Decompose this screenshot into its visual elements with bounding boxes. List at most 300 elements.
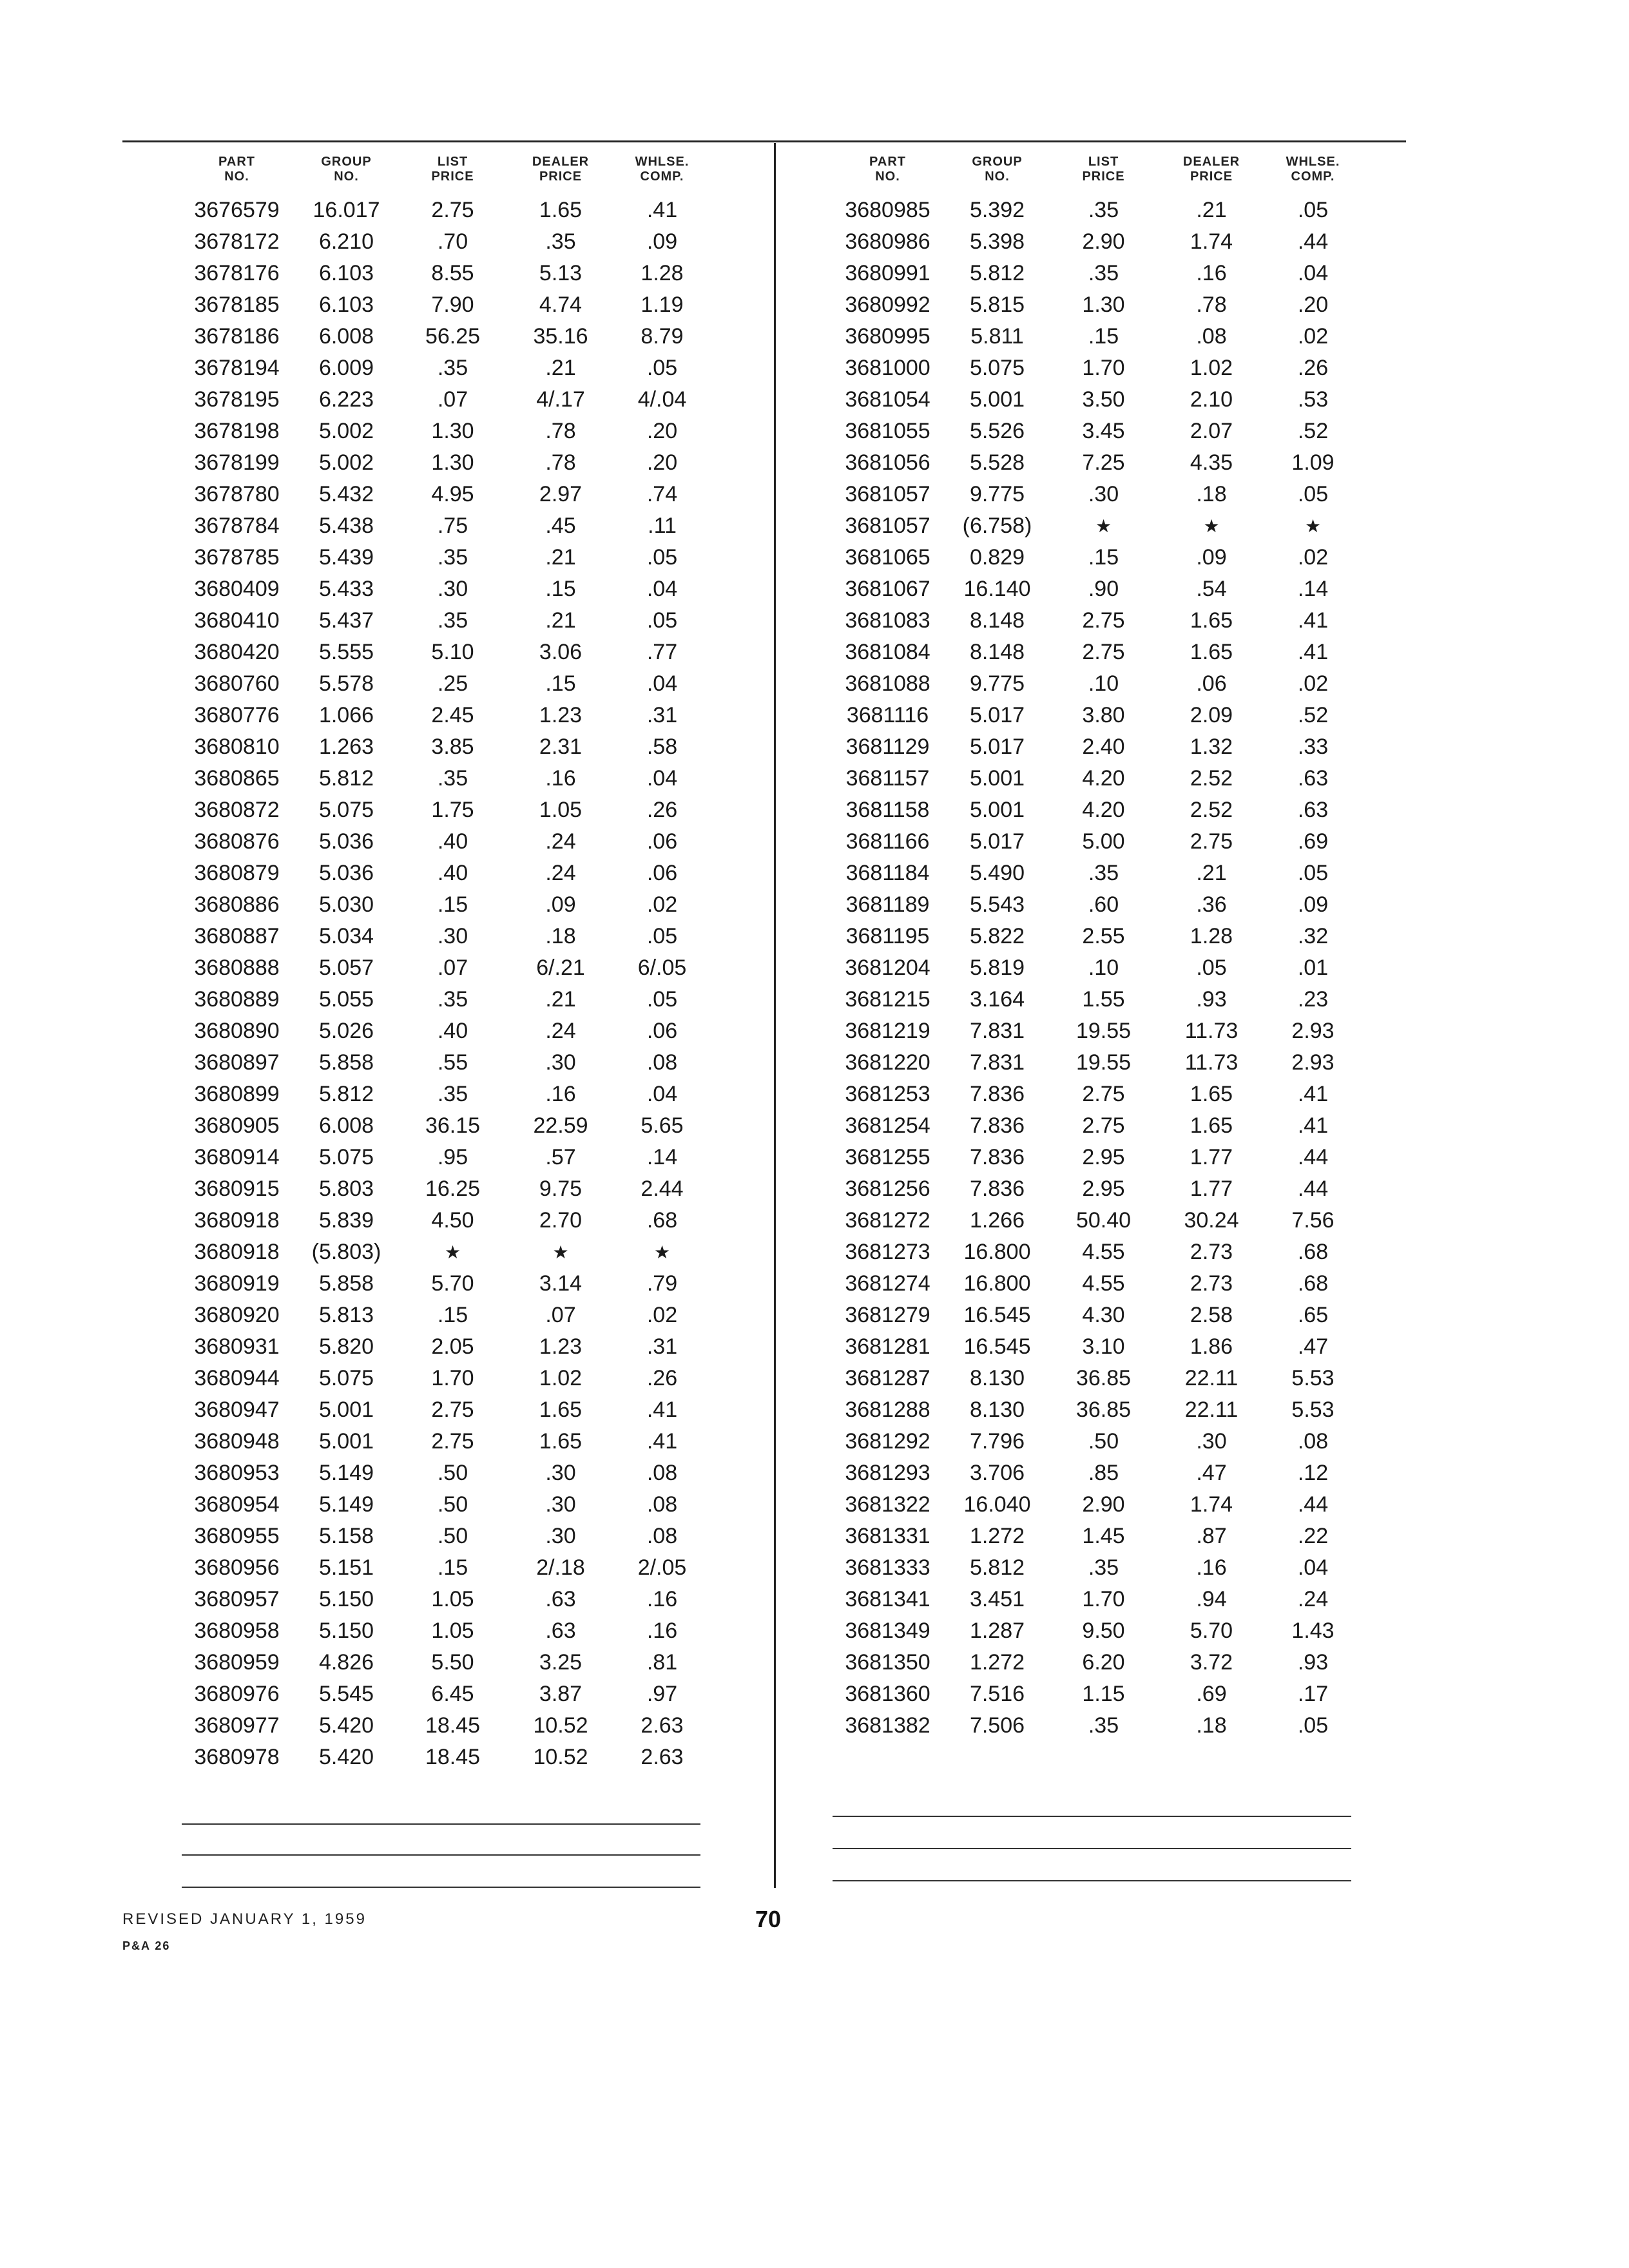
part-no-cell: 3681293: [845, 1461, 930, 1485]
part-no-cell: 3678780: [194, 482, 280, 506]
list-price-cell: 6.20: [1082, 1650, 1125, 1675]
table-row: [831, 1615, 1360, 1647]
group-no-cell: 7.516: [969, 1682, 1025, 1706]
group-no-cell: (5.803): [311, 1240, 381, 1264]
table-row: [180, 195, 709, 226]
table-row: [180, 605, 709, 637]
whlse-comp-cell: .41: [1297, 1082, 1329, 1106]
whlse-comp-cell: .63: [1297, 798, 1329, 822]
group-no-cell: 5.001: [318, 1398, 374, 1422]
dealer-price-cell: 5.13: [539, 261, 583, 285]
dealer-price-cell: .06: [1196, 671, 1227, 696]
dealer-price-cell: 2.73: [1190, 1240, 1233, 1264]
dealer-price-cell: 1.05: [539, 798, 583, 822]
part-no-cell: 3680920: [194, 1303, 280, 1327]
dealer-price-cell: 1.65: [539, 1429, 583, 1454]
dealer-price-cell: .16: [545, 766, 576, 791]
list-price-cell: ★: [444, 1242, 461, 1262]
list-price-cell: 1.70: [1082, 356, 1125, 380]
whlse-comp-cell: .05: [646, 545, 678, 570]
group-no-cell: 5.036: [318, 861, 374, 885]
group-no-cell: 5.822: [969, 924, 1025, 948]
group-no-cell: 7.836: [969, 1082, 1025, 1106]
part-no-cell: 3678172: [194, 229, 280, 254]
whlse-comp-cell: 8.79: [641, 324, 684, 349]
list-price-cell: 2.75: [431, 198, 474, 222]
part-no-cell: 3680410: [194, 608, 280, 633]
list-price-cell: 2.45: [431, 703, 474, 727]
table-row: [831, 1521, 1360, 1552]
table-row: [180, 1426, 709, 1457]
group-no-cell: 5.001: [318, 1429, 374, 1454]
table-row: [180, 384, 709, 416]
whlse-comp-cell: 2.93: [1291, 1019, 1335, 1043]
table-row: [180, 510, 709, 542]
whlse-comp-cell: .06: [646, 829, 678, 854]
dealer-price-cell: .87: [1196, 1524, 1227, 1548]
group-no-cell: 6.210: [318, 229, 374, 254]
table-row: [831, 1300, 1360, 1331]
part-no-cell: 3678198: [194, 419, 280, 443]
revision-date: REVISED JANUARY 1, 1959: [122, 1910, 367, 1928]
dealer-price-cell: 22.59: [533, 1113, 588, 1138]
whlse-comp-cell: .68: [646, 1208, 678, 1233]
whlse-comp-cell: .05: [646, 987, 678, 1012]
part-no-cell: 3680944: [194, 1366, 280, 1390]
part-no-cell: 3681333: [845, 1555, 930, 1580]
dealer-price-cell: 11.73: [1184, 1019, 1239, 1043]
group-no-cell: 3.451: [969, 1587, 1025, 1611]
part-no-cell: 3681288: [845, 1398, 930, 1422]
part-no-cell: 3681057: [845, 514, 930, 538]
table-row: [180, 1268, 709, 1300]
group-no-cell: 5.036: [318, 829, 374, 854]
part-no-cell: 3681272: [845, 1208, 930, 1233]
part-no-cell: 3681273: [845, 1240, 930, 1264]
table-row: [180, 1457, 709, 1489]
list-price-cell: 2.40: [1082, 735, 1125, 759]
list-price-cell: 1.70: [1082, 1587, 1125, 1611]
part-no-cell: 3680957: [194, 1587, 280, 1611]
part-no-cell: 3680918: [194, 1208, 280, 1233]
table-row: [180, 668, 709, 700]
list-price-cell: .35: [437, 608, 468, 633]
table-row: [180, 1742, 709, 1773]
part-no-cell: 3681349: [845, 1619, 930, 1643]
whlse-comp-cell: .08: [646, 1461, 678, 1485]
table-row: [180, 416, 709, 447]
group-no-cell: 5.420: [318, 1713, 374, 1738]
list-price-cell: 1.70: [431, 1366, 474, 1390]
part-no-cell: 3680887: [194, 924, 280, 948]
group-no-cell: 5.001: [969, 387, 1025, 412]
part-no-cell: 3680995: [845, 324, 930, 349]
dealer-price-cell: 2/.18: [536, 1555, 585, 1580]
dealer-price-cell: 2.75: [1190, 829, 1233, 854]
whlse-comp-cell: .41: [646, 1398, 678, 1422]
dealer-price-cell: .07: [545, 1303, 576, 1327]
table-row: [831, 1047, 1360, 1079]
list-price-cell: 3.10: [1082, 1334, 1125, 1359]
table-row: [180, 637, 709, 668]
group-no-cell: 5.001: [969, 798, 1025, 822]
dealer-price-cell: 4.35: [1190, 450, 1233, 475]
part-no-cell: 3681274: [845, 1271, 930, 1296]
part-no-cell: 3681322: [845, 1492, 930, 1517]
part-no-cell: 3681067: [845, 577, 930, 601]
table-row: [831, 700, 1360, 731]
list-price-cell: 36.15: [425, 1113, 481, 1138]
dealer-price-cell: 22.11: [1184, 1398, 1239, 1422]
whlse-comp-cell: 2.44: [641, 1177, 684, 1201]
part-no-cell: 3681116: [846, 703, 929, 727]
list-price-cell: 1.75: [431, 798, 474, 822]
group-no-cell: 5.398: [969, 229, 1025, 254]
dealer-price-cell: .18: [1196, 1713, 1227, 1738]
list-price-cell: .35: [1088, 1713, 1119, 1738]
table-row: [831, 1394, 1360, 1426]
group-no-cell: 8.130: [969, 1366, 1025, 1390]
list-price-cell: .15: [437, 1555, 468, 1580]
group-no-cell: 5.149: [318, 1461, 374, 1485]
table-row: [831, 1426, 1360, 1457]
group-no-cell: 6.223: [318, 387, 374, 412]
dealer-price-cell: .24: [545, 829, 576, 854]
table-row: [180, 226, 709, 258]
group-no-cell: 16.545: [963, 1303, 1031, 1327]
list-price-cell: 2.75: [431, 1429, 474, 1454]
table-row: [180, 1710, 709, 1742]
table-row: [831, 1110, 1360, 1142]
dealer-price-cell: .24: [545, 1019, 576, 1043]
whlse-comp-cell: .47: [1297, 1334, 1329, 1359]
dealer-price-cell: .21: [545, 987, 576, 1012]
whlse-comp-cell: .68: [1297, 1240, 1329, 1264]
table-row: [180, 1394, 709, 1426]
dealer-price-cell: 2.70: [539, 1208, 583, 1233]
table-row: [180, 1552, 709, 1584]
part-no-cell: 3680810: [194, 735, 280, 759]
whlse-comp-cell: .14: [646, 1145, 678, 1169]
whlse-comp-cell: .06: [646, 861, 678, 885]
dealer-price-cell: 2.73: [1190, 1271, 1233, 1296]
table-row: [831, 921, 1360, 952]
list-price-cell: .90: [1088, 577, 1119, 601]
dealer-price-cell: 1.77: [1190, 1177, 1233, 1201]
table-row: [831, 1268, 1360, 1300]
group-no-cell: 8.130: [969, 1398, 1025, 1422]
table-row: [180, 952, 709, 984]
dealer-price-cell: .78: [545, 419, 576, 443]
whlse-comp-cell: .93: [1297, 1650, 1329, 1675]
whlse-comp-cell: 5.53: [1291, 1366, 1335, 1390]
list-price-cell: 50.40: [1075, 1208, 1132, 1233]
part-no-cell: 3680872: [194, 798, 280, 822]
part-no-cell: 3680879: [194, 861, 280, 885]
whlse-comp-cell: .09: [1297, 892, 1329, 917]
list-price-cell: 5.70: [431, 1271, 474, 1296]
whlse-comp-cell: .02: [646, 1303, 678, 1327]
list-price-cell: 5.10: [431, 640, 474, 664]
column-divider: [774, 143, 776, 1888]
group-no-cell: 5.578: [318, 671, 374, 696]
group-no-cell: 5.528: [969, 450, 1025, 475]
part-no-cell: 3680890: [194, 1019, 280, 1043]
dealer-price-cell: .15: [545, 671, 576, 696]
part-no-cell: 3681158: [845, 798, 930, 822]
dealer-price-cell: .09: [545, 892, 576, 917]
whlse-comp-cell: .02: [1297, 324, 1329, 349]
part-no-cell: 3681184: [845, 861, 930, 885]
list-price-cell: 2.05: [431, 1334, 474, 1359]
part-no-cell: 3680897: [194, 1050, 280, 1075]
whlse-comp-cell: .44: [1297, 1145, 1329, 1169]
whlse-comp-cell: .31: [646, 1334, 678, 1359]
whlse-comp-cell: .09: [646, 229, 678, 254]
whlse-comp-cell: .79: [646, 1271, 678, 1296]
table-row: [180, 479, 709, 510]
dealer-price-cell: .63: [545, 1587, 576, 1611]
whlse-comp-cell: 2/.05: [637, 1555, 687, 1580]
table-row: [180, 794, 709, 826]
table-row: [831, 1142, 1360, 1173]
whlse-comp-cell: .17: [1297, 1682, 1329, 1706]
list-price-cell: 56.25: [425, 324, 481, 349]
list-price-cell: 18.45: [425, 1713, 481, 1738]
part-no-cell: 3680992: [845, 293, 930, 317]
part-no-cell: 3681088: [845, 671, 930, 696]
part-no-cell: 3681000: [845, 356, 930, 380]
dealer-price-cell: 1.02: [1190, 356, 1233, 380]
whlse-comp-cell: .05: [1297, 482, 1329, 506]
dealer-price-cell: 2.10: [1190, 387, 1233, 412]
group-no-cell: 3.164: [969, 987, 1025, 1012]
group-no-cell: 5.439: [318, 545, 374, 570]
whlse-comp-cell: 4/.04: [637, 387, 687, 412]
list-price-cell: .55: [437, 1050, 468, 1075]
part-no-cell: 3681256: [845, 1177, 930, 1201]
table-row: [180, 573, 709, 605]
whlse-comp-cell: .69: [1297, 829, 1329, 854]
blank-entry-line: [833, 1816, 1351, 1817]
dealer-price-cell: 1.65: [1190, 1113, 1233, 1138]
whlse-comp-cell: .12: [1297, 1461, 1329, 1485]
table-row: [831, 794, 1360, 826]
whlse-comp-cell: .53: [1297, 387, 1329, 412]
part-no-cell: 3680959: [194, 1650, 280, 1675]
dealer-price-cell: 3.25: [539, 1650, 583, 1675]
table-row: [180, 1300, 709, 1331]
group-no-cell: 5.803: [318, 1177, 374, 1201]
header-whlse-comp: WHLSE. COMP.: [1286, 155, 1340, 184]
table-row: [180, 1363, 709, 1394]
table-row: [831, 858, 1360, 889]
whlse-comp-cell: 2.93: [1291, 1050, 1335, 1075]
dealer-price-cell: 1.65: [1190, 640, 1233, 664]
part-no-cell: 3681350: [845, 1650, 930, 1675]
list-price-cell: .30: [437, 924, 468, 948]
list-price-cell: 4.55: [1082, 1271, 1125, 1296]
list-price-cell: .30: [1088, 482, 1119, 506]
table-row: [180, 1173, 709, 1205]
part-no-cell: 3681084: [845, 640, 930, 664]
whlse-comp-cell: 1.28: [641, 261, 684, 285]
part-no-cell: 3681331: [845, 1524, 930, 1548]
list-price-cell: .35: [437, 987, 468, 1012]
blank-entry-line: [833, 1848, 1351, 1849]
group-no-cell: 5.813: [318, 1303, 374, 1327]
list-price-cell: 7.90: [431, 293, 474, 317]
part-no-cell: 3681281: [845, 1334, 930, 1359]
group-no-cell: 5.075: [318, 1366, 374, 1390]
whlse-comp-cell: 1.43: [1291, 1619, 1335, 1643]
table-row: [180, 1236, 709, 1268]
blank-entry-line: [833, 1880, 1351, 1881]
part-no-cell: 3681065: [845, 545, 930, 570]
blank-entry-line: [182, 1887, 700, 1888]
part-no-cell: 3680956: [194, 1555, 280, 1580]
dealer-price-cell: .63: [545, 1619, 576, 1643]
group-no-cell: 5.026: [318, 1019, 374, 1043]
list-price-cell: .35: [1088, 861, 1119, 885]
list-price-cell: 36.85: [1075, 1366, 1132, 1390]
dealer-price-cell: .09: [1196, 545, 1227, 570]
part-no-cell: 3681057: [845, 482, 930, 506]
dealer-price-cell: 3.14: [539, 1271, 583, 1296]
list-price-cell: .50: [437, 1524, 468, 1548]
list-price-cell: 3.80: [1082, 703, 1125, 727]
whlse-comp-cell: .33: [1297, 735, 1329, 759]
dealer-price-cell: 22.11: [1184, 1366, 1239, 1390]
list-price-cell: 2.90: [1082, 1492, 1125, 1517]
part-no-cell: 3681253: [845, 1082, 930, 1106]
part-no-cell: 3680914: [194, 1145, 280, 1169]
list-price-cell: .70: [437, 229, 468, 254]
group-no-cell: 5.149: [318, 1492, 374, 1517]
part-no-cell: 3678186: [194, 324, 280, 349]
right-table-body: [831, 195, 1360, 1742]
list-price-cell: .35: [1088, 198, 1119, 222]
group-no-cell: 7.831: [969, 1050, 1025, 1075]
whlse-comp-cell: 2.63: [641, 1745, 684, 1769]
list-price-cell: .15: [1088, 545, 1119, 570]
group-no-cell: 6.009: [318, 356, 374, 380]
list-price-cell: .75: [437, 514, 468, 538]
part-no-cell: 3680958: [194, 1619, 280, 1643]
table-row: [831, 352, 1360, 384]
dealer-price-cell: ★: [552, 1242, 569, 1262]
list-price-cell: 16.25: [425, 1177, 481, 1201]
table-row: [180, 1047, 709, 1079]
dealer-price-cell: 11.73: [1184, 1050, 1239, 1075]
list-price-cell: .60: [1088, 892, 1119, 917]
list-price-cell: .50: [437, 1461, 468, 1485]
whlse-comp-cell: .31: [646, 703, 678, 727]
table-row: [180, 542, 709, 573]
part-no-cell: 3680865: [194, 766, 280, 791]
group-no-cell: 5.420: [318, 1745, 374, 1769]
whlse-comp-cell: .05: [1297, 861, 1329, 885]
whlse-comp-cell: .81: [646, 1650, 678, 1675]
part-no-cell: 3681255: [845, 1145, 930, 1169]
table-row: [831, 952, 1360, 984]
table-row: [831, 1205, 1360, 1236]
group-no-cell: 5.812: [318, 766, 374, 791]
table-row: [831, 1647, 1360, 1678]
group-no-cell: 5.055: [318, 987, 374, 1012]
list-price-cell: 4.95: [431, 482, 474, 506]
group-no-cell: 8.148: [969, 640, 1025, 664]
table-row: [831, 668, 1360, 700]
group-no-cell: 6.103: [318, 293, 374, 317]
part-no-cell: 3680876: [194, 829, 280, 854]
group-no-cell: 1.266: [969, 1208, 1025, 1233]
part-no-cell: 3680886: [194, 892, 280, 917]
list-price-cell: 2.75: [1082, 1082, 1125, 1106]
list-price-cell: 4.55: [1082, 1240, 1125, 1264]
group-no-cell: 1.287: [969, 1619, 1025, 1643]
list-price-cell: 2.95: [1082, 1177, 1125, 1201]
part-no-cell: 3680977: [194, 1713, 280, 1738]
whlse-comp-cell: .04: [646, 577, 678, 601]
whlse-comp-cell: 2.63: [641, 1713, 684, 1738]
list-price-cell: 5.00: [1082, 829, 1125, 854]
group-no-cell: 5.002: [318, 450, 374, 475]
table-row: [831, 479, 1360, 510]
table-row: [831, 542, 1360, 573]
group-no-cell: 7.506: [969, 1713, 1025, 1738]
table-row: [180, 1110, 709, 1142]
whlse-comp-cell: .26: [1297, 356, 1329, 380]
dealer-price-cell: 2.07: [1190, 419, 1233, 443]
part-no-cell: 3680899: [194, 1082, 280, 1106]
part-no-cell: 3681055: [845, 419, 930, 443]
list-price-cell: .07: [437, 387, 468, 412]
part-no-cell: 3681292: [845, 1429, 930, 1454]
group-no-cell: 5.811: [970, 324, 1024, 349]
dealer-price-cell: 2.09: [1190, 703, 1233, 727]
dealer-price-cell: .36: [1196, 892, 1227, 917]
group-no-cell: 5.150: [318, 1619, 374, 1643]
whlse-comp-cell: .58: [646, 735, 678, 759]
part-no-cell: 3678195: [194, 387, 280, 412]
dealer-price-cell: 1.28: [1190, 924, 1233, 948]
dealer-price-cell: 1.77: [1190, 1145, 1233, 1169]
whlse-comp-cell: .44: [1297, 1492, 1329, 1517]
table-row: [831, 1710, 1360, 1742]
group-no-cell: 16.140: [963, 577, 1031, 601]
list-price-cell: 2.95: [1082, 1145, 1125, 1169]
header-part-no: PART NO.: [218, 155, 255, 184]
list-price-cell: .15: [437, 1303, 468, 1327]
part-no-cell: 3680955: [194, 1524, 280, 1548]
header-dealer-price: DEALER PRICE: [1182, 155, 1240, 184]
list-price-cell: .07: [437, 956, 468, 980]
part-no-cell: 3678785: [194, 545, 280, 570]
whlse-comp-cell: .26: [646, 1366, 678, 1390]
part-no-cell: 3680919: [194, 1271, 280, 1296]
part-no-cell: 3681054: [845, 387, 930, 412]
part-no-cell: 3680889: [194, 987, 280, 1012]
group-no-cell: (6.758): [962, 514, 1032, 538]
blank-entry-line: [182, 1854, 700, 1856]
header-part-no: PART NO.: [869, 155, 906, 184]
whlse-comp-cell: .08: [646, 1524, 678, 1548]
dealer-price-cell: 10.52: [533, 1713, 588, 1738]
part-no-cell: 3681220: [845, 1050, 930, 1075]
dealer-price-cell: .21: [545, 545, 576, 570]
part-no-cell: 3678199: [194, 450, 280, 475]
